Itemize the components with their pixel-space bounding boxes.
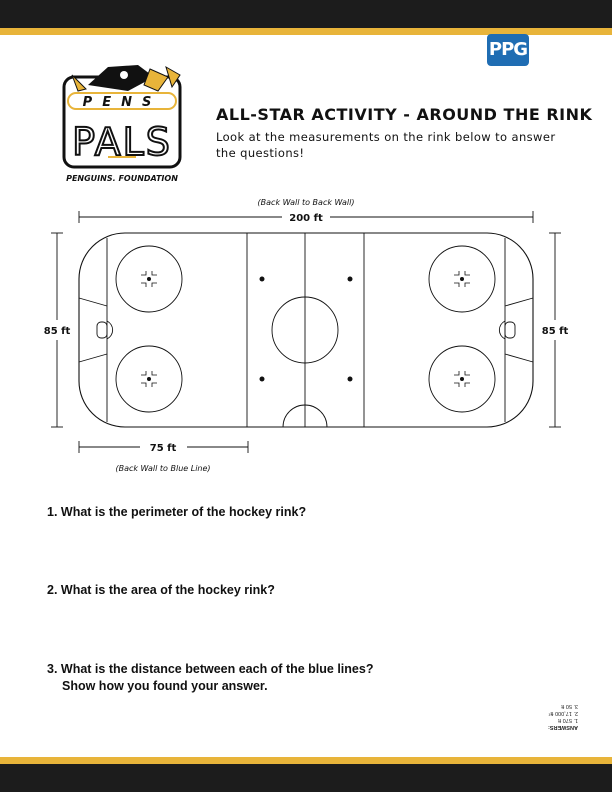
- rink-width-label-left: 85 ft: [43, 326, 71, 337]
- page-title: ALL-STAR ACTIVITY - AROUND THE RINK: [216, 105, 593, 124]
- question-2: 2. What is the area of the hockey rink?: [47, 583, 275, 597]
- ppg-logo: PPG: [487, 34, 529, 66]
- answer-3: 3. 50 ft: [561, 703, 578, 709]
- bottom-dimension-note: (Back Wall to Blue Line): [115, 464, 211, 473]
- hockey-rink-diagram: [0, 190, 612, 480]
- top-dimension-note: (Back Wall to Back Wall): [257, 198, 355, 207]
- question-3-followup: Show how you found your answer.: [62, 679, 268, 693]
- page-subtitle: Look at the measurements on the rink below to answer the questions!: [216, 130, 556, 160]
- logo-pals-word: PALS: [72, 120, 172, 164]
- bottom-gold-stripe: [0, 757, 612, 764]
- bottom-bar: [0, 764, 612, 792]
- question-1: 1. What is the perimeter of the hockey rink?: [47, 505, 307, 519]
- foundation-name: PENGUINS. FOUNDATION: [66, 174, 178, 183]
- upside-down-answers: [530, 702, 578, 730]
- logo-pens-word: PENS: [82, 95, 162, 110]
- top-bar: [0, 0, 612, 28]
- rink-length-label: 200 ft: [289, 213, 323, 224]
- answers-heading: ANSWERS:: [548, 724, 578, 730]
- question-3: 3. What is the distance between each of the blue lines?: [47, 662, 374, 676]
- pens-pals-logo: [58, 55, 186, 185]
- rink-width-label-right: 85 ft: [541, 326, 569, 337]
- answer-2: 2. 17,000 ft²: [548, 710, 578, 716]
- answer-1: 1. 570 ft: [558, 717, 578, 723]
- blue-line-distance-label: 75 ft: [149, 443, 177, 454]
